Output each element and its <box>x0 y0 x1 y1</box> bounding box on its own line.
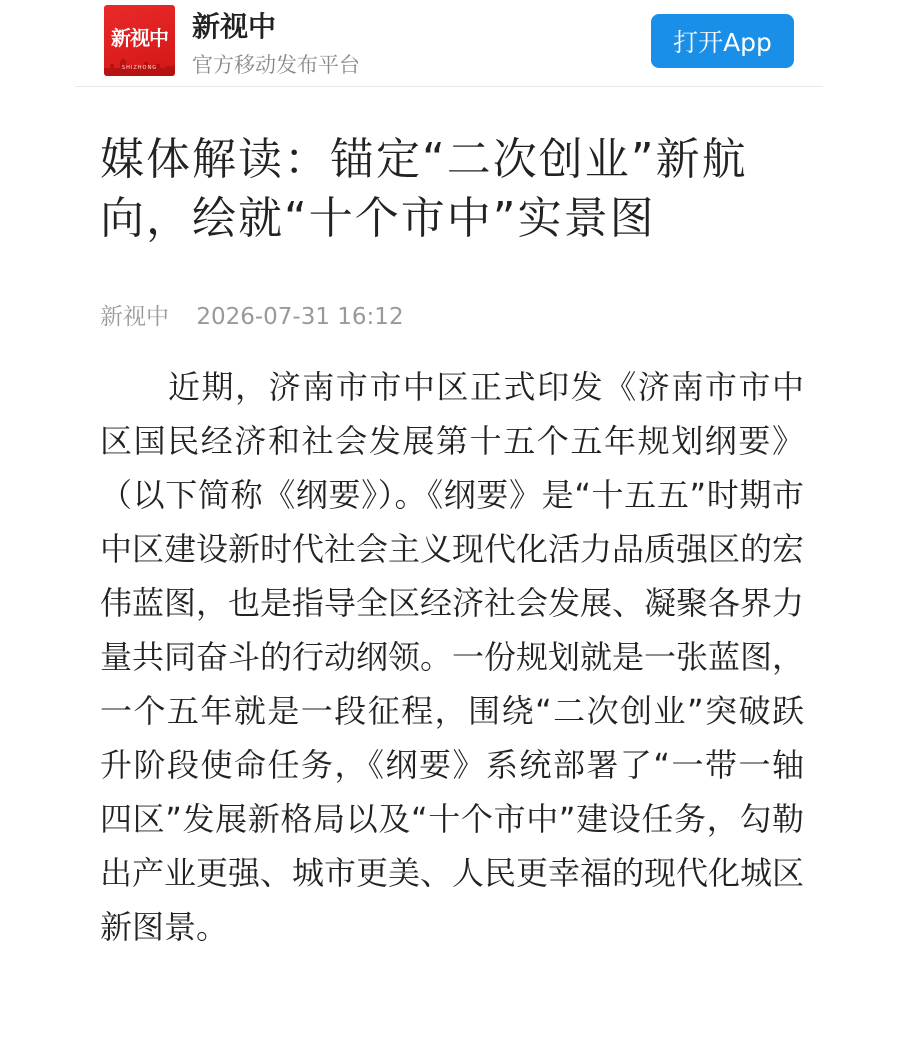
brand-description: 官方移动发布平台 <box>192 53 360 77</box>
article-date: 2026-07-31 16:12 <box>196 304 404 330</box>
article-title: 媒体解读：锚定“二次创业”新航向，绘就“十个市中”实景图 <box>100 134 748 244</box>
article-meta <box>100 298 404 331</box>
bottom-fade <box>0 996 903 1046</box>
app-logo <box>104 5 175 76</box>
article-source: 新视中 <box>100 304 169 330</box>
logo-subtext: SHIZHONG <box>121 65 158 71</box>
open-app-button[interactable]: 打开App <box>651 14 794 68</box>
logo-text: 新视中 <box>111 26 168 50</box>
brand-name: 新视中 <box>192 10 277 43</box>
article-paragraph: 近期，济南市市中区正式印发《济南市市中区国民经济和社会发展第十五个五年规划纲要》（以下简称《纲要》）。《纲要》是“十五五”时期市中区建设新时代社会主义现代化活力品质强区的宏伟蓝图，也是指导全区经济社会发展、凝聚各界力量共同奋斗的行动纲领。一份规划就是一张蓝图，一个五年就是一段征程，围绕“二次创业”突破跃升阶段使命任务，《纲要》系统部署了“一带一轴四区”发展新格局以及“十个市中”建设任务，勾勒出产业更强、城市更美、人民更幸福的现代化城区新图景。 <box>100 368 805 946</box>
app-download-banner <box>75 0 823 87</box>
